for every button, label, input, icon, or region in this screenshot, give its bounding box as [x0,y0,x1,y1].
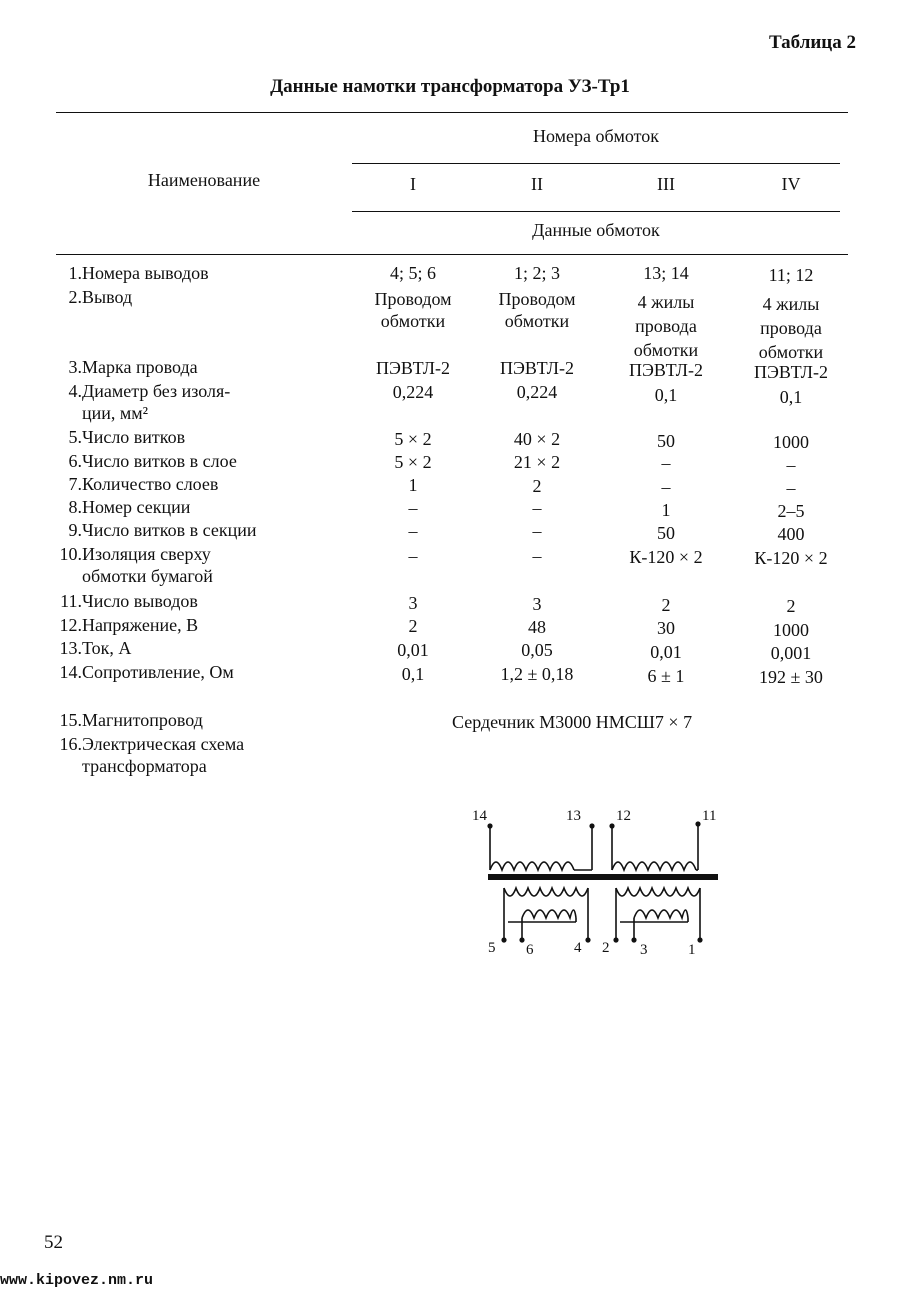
row-name: 7.Количество слоев [68,474,219,494]
cell: 11; 12 [768,265,814,285]
cell: – [661,453,671,473]
cell: 2–5 [777,501,805,521]
winding-III [490,862,574,870]
cell: 2 [532,476,542,496]
cell: – [532,498,542,518]
cell: ПЭВТЛ-2 [376,358,450,378]
winding-II-outer [616,888,700,896]
cell: 50 [657,523,675,543]
cell: 0,224 [392,382,434,402]
footer-url[interactable]: www.kipovez.nm.ru [0,1272,154,1289]
cell: 40 × 2 [513,429,561,449]
header-group-windings: Номера обмоток [532,126,660,146]
cell: 1000 [773,620,809,640]
row-name: 16.Электрическая схема трансформатора [59,734,245,776]
terminal-label: 14 [472,808,487,824]
terminal-label: 12 [616,808,631,824]
row-name: 11.Число выводов [60,591,198,611]
row-name: 13.Ток, А [59,638,132,658]
cell: 0,1 [401,664,425,684]
winding-I-outer [504,888,588,896]
cell: 2 [661,595,671,615]
page-number: 52 [44,1232,63,1253]
row-name: 3.Марка провода [68,357,198,377]
cell: Проводом обмотки [374,289,452,331]
header-column-II: II [531,174,543,194]
row-name: 2.Вывод [68,287,133,307]
cell: – [532,546,542,566]
cell: 4 жилы провода обмотки [633,292,699,360]
cell: 4 жилы провода обмотки [758,294,824,362]
winding-I-inner [522,910,576,918]
terminal-label: 1 [688,942,696,958]
winding-II-inner [634,910,688,918]
header-group-data: Данные обмоток [532,220,660,240]
row-name: 12.Напряжение, В [59,615,199,635]
cell: 2 [786,596,796,616]
header-column-I: I [410,174,416,194]
cell: 0,01 [397,640,429,660]
row-name: 8.Номер секции [68,497,191,517]
terminal-label: 3 [640,942,648,958]
cell: – [532,521,542,541]
cell: 30 [657,618,675,638]
cell: 1000 [773,432,809,452]
cell: 6 ± 1 [647,666,685,686]
row-name: 15.Магнитопровод [59,710,203,730]
cell: 4; 5; 6 [389,263,436,283]
transformer-schematic [440,790,740,970]
cell: – [408,546,418,566]
cell: 0,05 [521,640,553,660]
row-name: 14.Сопротивление, Ом [59,662,234,682]
magnetic-core-value: Сердечник М3000 НМСШ7 × 7 [452,712,693,732]
cell: Проводом обмотки [498,289,576,331]
cell: ПЭВТЛ-2 [629,360,703,380]
cell: 3 [532,594,542,614]
cell: 0,01 [650,642,682,662]
cell: 1 [661,500,671,520]
cell: ПЭВТЛ-2 [500,358,574,378]
cell: 2 [408,616,418,636]
winding-IV [612,862,696,870]
cell: 1 [408,475,418,495]
magnetic-core-bar [488,874,718,880]
row-name: 5.Число витков [68,427,186,447]
terminal-label: 13 [566,808,581,824]
row-name: 4.Диаметр без изоля- ции, мм² [68,381,231,423]
row-name: 1.Номера выводов [68,263,209,283]
terminal-label: 4 [574,940,582,956]
row-name: 9.Число витков в секции [68,520,257,540]
cell: ПЭВТЛ-2 [754,362,828,382]
cell: – [786,455,796,475]
cell: – [661,477,671,497]
cell: 3 [408,593,418,613]
header-divider-2 [352,211,840,212]
cell: – [408,521,418,541]
cell: 50 [657,431,675,451]
header-bottom-rule [56,254,848,255]
row-name: 10.Изоляция сверху обмотки бумагой [59,544,213,586]
cell: 0,224 [516,382,558,402]
header-name-column: Наименование [147,170,261,190]
cell: К-120 × 2 [629,547,703,567]
cell: 192 ± 30 [759,667,823,687]
cell: 0,1 [779,387,803,407]
cell: – [786,478,796,498]
terminal-label: 11 [702,808,717,824]
terminal-label: 5 [488,940,496,956]
top-rule [56,112,848,113]
cell: 13; 14 [643,263,689,283]
table-label: Таблица 2 [768,32,856,53]
cell: 1,2 ± 0,18 [500,664,574,684]
cell: 5 × 2 [394,429,432,449]
cell: 1; 2; 3 [513,263,560,283]
cell: 0,001 [770,643,812,663]
header-column-IV: IV [781,174,801,194]
table-title: Данные намотки трансформатора УЗ-Тр1 [270,76,630,97]
terminal-label: 6 [526,942,534,958]
cell: 21 × 2 [513,452,561,472]
cell: 400 [777,524,805,544]
header-divider-1 [352,163,840,164]
cell: 0,1 [654,385,678,405]
row-name: 6.Число витков в слое [68,451,237,471]
header-column-III: III [657,174,675,194]
cell: – [408,498,418,518]
terminal-label: 2 [602,940,610,956]
cell: К-120 × 2 [754,548,828,568]
cell: 5 × 2 [394,452,432,472]
cell: 48 [528,617,546,637]
